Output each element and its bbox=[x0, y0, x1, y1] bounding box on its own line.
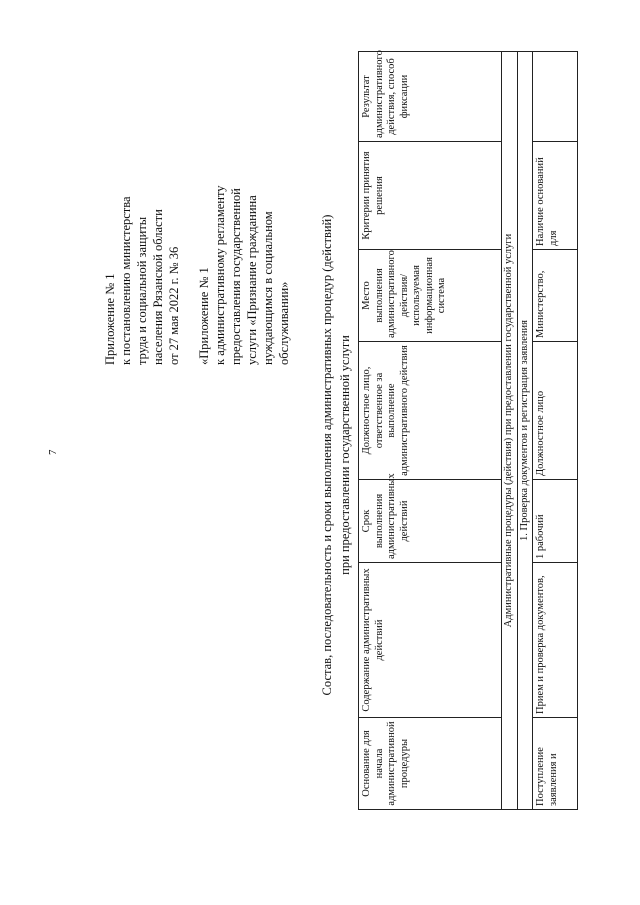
table-cell: Министерство, bbox=[533, 250, 578, 342]
table-cell: Прием и проверка документов, bbox=[533, 563, 578, 718]
column-header: Место выполнения административного действия/используемая информационная система bbox=[359, 250, 502, 342]
regulation-line: обслуживании» bbox=[277, 281, 291, 365]
column-header: Содержание административных действий bbox=[359, 563, 502, 718]
column-header: Должностное лицо, ответственное за выполнение административного действия bbox=[359, 342, 502, 480]
appendix-line: от 27 мая 2022 г. № 36 bbox=[167, 246, 181, 365]
table-cell bbox=[533, 52, 578, 142]
column-header: Основание для начала административной процедуры bbox=[359, 718, 502, 810]
subsection-row bbox=[517, 52, 533, 810]
regulation-line: предоставления государственной bbox=[229, 188, 243, 365]
document-title bbox=[318, 105, 354, 805]
subsection-cell: 1. Проверка документов и регистрация заявления bbox=[517, 52, 533, 810]
title-line-2: при предоставлении государственной услуги bbox=[338, 335, 352, 575]
table-row bbox=[533, 52, 578, 810]
page-number: 7 bbox=[47, 449, 59, 455]
appendix-block bbox=[102, 125, 292, 365]
table-cell: Должностное лицо bbox=[533, 342, 578, 480]
regulation-line: услуги «Признание гражданина bbox=[245, 195, 259, 365]
table-cell: Наличие оснований для bbox=[533, 142, 578, 250]
column-header: Результат административного действия, способ фиксации bbox=[359, 52, 502, 142]
column-header: Срок выполнения административных действий bbox=[359, 480, 502, 563]
appendix-line: Приложение № 1 bbox=[103, 273, 117, 365]
section-row bbox=[502, 52, 518, 810]
column-header: Критерии принятия решения bbox=[359, 142, 502, 250]
section-cell: Административные процедуры (действия) при предоставлении государственной услуги bbox=[502, 52, 518, 810]
appendix-line: труда и социальной защиты bbox=[135, 216, 149, 365]
regulation-line: «Приложение № 1 bbox=[197, 267, 211, 365]
title-line-1: Состав, последовательность и сроки выполнения административных процедур (действий) bbox=[320, 214, 334, 696]
procedures-table bbox=[358, 51, 578, 810]
appendix-line: к постановлению министерства bbox=[119, 196, 133, 365]
table-cell: 1 рабочий bbox=[533, 480, 578, 563]
table-header-row bbox=[359, 52, 502, 810]
table-cell: Поступление заявления и bbox=[533, 718, 578, 810]
regulation-line: к административному регламенту bbox=[213, 185, 227, 365]
appendix-line: населения Рязанской области bbox=[151, 209, 165, 365]
regulation-line: нуждающимся в социальном bbox=[261, 211, 275, 365]
